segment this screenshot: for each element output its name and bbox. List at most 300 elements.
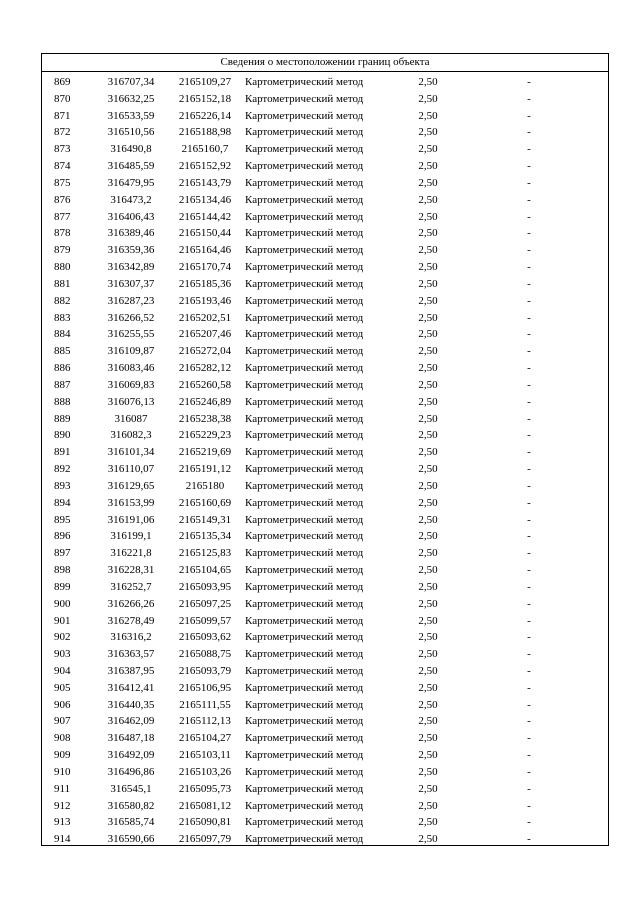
coordinate-x: 316590,66 xyxy=(107,833,155,846)
method-cell: Картометрический метод xyxy=(245,479,364,492)
precision-cell: 2,50 xyxy=(418,378,438,391)
description-cell: - xyxy=(527,378,531,391)
description-cell: - xyxy=(527,799,531,812)
coordinate-x: 316440,35 xyxy=(107,698,155,711)
description-cell: - xyxy=(527,109,531,122)
method-cell: Картометрический метод xyxy=(245,244,364,257)
precision-cell: 2,50 xyxy=(418,648,438,661)
description-cell: - xyxy=(527,580,531,593)
table-row xyxy=(42,141,608,158)
coordinate-x: 316255,55 xyxy=(107,328,155,341)
table-row xyxy=(42,209,608,226)
method-cell: Картометрический метод xyxy=(245,513,364,526)
description-cell: - xyxy=(527,664,531,677)
method-cell: Картометрический метод xyxy=(245,378,364,391)
point-number: 881 xyxy=(54,277,71,290)
point-number: 901 xyxy=(54,614,71,627)
precision-cell: 2,50 xyxy=(418,816,438,829)
coordinate-x: 316287,23 xyxy=(107,294,155,307)
point-number: 896 xyxy=(54,530,71,543)
coordinate-y: 2165143,79 xyxy=(178,176,232,189)
coordinate-x: 316492,09 xyxy=(107,749,155,762)
coordinate-x: 316076,13 xyxy=(107,395,155,408)
coordinate-y: 2165093,95 xyxy=(178,580,232,593)
table-row xyxy=(42,225,608,242)
description-cell: - xyxy=(527,833,531,846)
table-row xyxy=(42,831,608,848)
coordinate-x: 316307,37 xyxy=(107,277,155,290)
precision-cell: 2,50 xyxy=(418,294,438,307)
coordinate-x: 316199,1 xyxy=(110,530,152,543)
table-row xyxy=(42,814,608,831)
method-cell: Картометрический метод xyxy=(245,664,364,677)
point-number: 910 xyxy=(54,765,71,778)
table-row xyxy=(42,108,608,125)
coordinate-y: 2165093,79 xyxy=(178,664,232,677)
coordinate-x: 316316,2 xyxy=(110,631,152,644)
point-number: 884 xyxy=(54,328,71,341)
point-number: 869 xyxy=(54,76,71,88)
coordinate-y: 2165097,79 xyxy=(178,833,232,846)
point-number: 902 xyxy=(54,631,71,644)
point-number: 870 xyxy=(54,92,71,105)
method-cell: Картометрический метод xyxy=(245,412,364,425)
point-number: 886 xyxy=(54,362,71,375)
precision-cell: 2,50 xyxy=(418,496,438,509)
description-cell: - xyxy=(527,631,531,644)
precision-cell: 2,50 xyxy=(418,513,438,526)
description-cell: - xyxy=(527,597,531,610)
point-number: 911 xyxy=(54,782,71,795)
method-cell: Картометрический метод xyxy=(245,463,364,476)
method-cell: Картометрический метод xyxy=(245,176,364,189)
description-cell: - xyxy=(527,328,531,341)
point-number: 876 xyxy=(54,193,71,206)
table-row xyxy=(42,293,608,310)
coordinate-x: 316707,34 xyxy=(107,76,155,88)
precision-cell: 2,50 xyxy=(418,664,438,677)
description-cell: - xyxy=(527,463,531,476)
method-cell: Картометрический метод xyxy=(245,311,364,324)
coordinate-y: 2165152,92 xyxy=(178,160,232,173)
point-number: 888 xyxy=(54,395,71,408)
point-number: 899 xyxy=(54,580,71,593)
precision-cell: 2,50 xyxy=(418,126,438,139)
coordinate-y: 2165106,95 xyxy=(178,681,232,694)
description-cell: - xyxy=(527,782,531,795)
method-cell: Картометрический метод xyxy=(245,698,364,711)
description-cell: - xyxy=(527,816,531,829)
table-row xyxy=(42,74,608,91)
table-row xyxy=(42,680,608,697)
description-cell: - xyxy=(527,715,531,728)
coordinate-x: 316359,36 xyxy=(107,244,155,257)
description-cell: - xyxy=(527,479,531,492)
coordinate-x: 316153,99 xyxy=(107,496,155,509)
table-title: Сведения о местоположении границ объекта xyxy=(42,54,608,72)
method-cell: Картометрический метод xyxy=(245,193,364,206)
precision-cell: 2,50 xyxy=(418,210,438,223)
method-cell: Картометрический метод xyxy=(245,109,364,122)
precision-cell: 2,50 xyxy=(418,328,438,341)
coordinate-x: 316069,83 xyxy=(107,378,155,391)
table-row xyxy=(42,411,608,428)
description-cell: - xyxy=(527,92,531,105)
description-cell: - xyxy=(527,345,531,358)
precision-cell: 2,50 xyxy=(418,597,438,610)
table-row xyxy=(42,326,608,343)
table-row xyxy=(42,276,608,293)
method-cell: Картометрический метод xyxy=(245,362,364,375)
table-row xyxy=(42,545,608,562)
coordinate-y: 2165104,65 xyxy=(178,564,232,577)
precision-cell: 2,50 xyxy=(418,244,438,257)
point-number: 878 xyxy=(54,227,71,240)
coordinate-x: 316479,95 xyxy=(107,176,155,189)
description-cell: - xyxy=(527,681,531,694)
table-row xyxy=(42,124,608,141)
table-row xyxy=(42,781,608,798)
coordinate-x: 316252,7 xyxy=(110,580,152,593)
method-cell: Картометрический метод xyxy=(245,261,364,274)
coordinate-x: 316129,65 xyxy=(107,479,155,492)
point-number: 874 xyxy=(54,160,71,173)
coordinate-y: 2165219,69 xyxy=(178,446,232,459)
method-cell: Картометрический метод xyxy=(245,782,364,795)
coordinate-y: 2165185,36 xyxy=(178,277,232,290)
coordinate-y: 2165238,38 xyxy=(178,412,232,425)
table-row xyxy=(42,158,608,175)
coordinate-y: 2165207,46 xyxy=(178,328,232,341)
description-cell: - xyxy=(527,261,531,274)
table-row xyxy=(42,175,608,192)
description-cell: - xyxy=(527,732,531,745)
table-row xyxy=(42,512,608,529)
table-row xyxy=(42,343,608,360)
coordinate-y: 2165160,69 xyxy=(178,496,232,509)
precision-cell: 2,50 xyxy=(418,76,438,88)
method-cell: Картометрический метод xyxy=(245,715,364,728)
precision-cell: 2,50 xyxy=(418,530,438,543)
precision-cell: 2,50 xyxy=(418,176,438,189)
table-row xyxy=(42,747,608,764)
description-cell: - xyxy=(527,765,531,778)
precision-cell: 2,50 xyxy=(418,715,438,728)
precision-cell: 2,50 xyxy=(418,580,438,593)
coordinate-y: 2165095,73 xyxy=(178,782,232,795)
description-cell: - xyxy=(527,446,531,459)
table-row xyxy=(42,730,608,747)
coordinate-y: 2165226,14 xyxy=(178,109,232,122)
coordinate-y: 2165081,12 xyxy=(178,799,232,812)
table-row xyxy=(42,377,608,394)
method-cell: Картометрический метод xyxy=(245,277,364,290)
point-number: 913 xyxy=(54,816,71,829)
table-row xyxy=(42,562,608,579)
description-cell: - xyxy=(527,564,531,577)
precision-cell: 2,50 xyxy=(418,277,438,290)
coordinate-y: 2165202,51 xyxy=(178,311,232,324)
coordinate-y: 2165170,74 xyxy=(178,261,232,274)
table-row xyxy=(42,798,608,815)
precision-cell: 2,50 xyxy=(418,261,438,274)
description-cell: - xyxy=(527,362,531,375)
coordinate-x: 316087 xyxy=(114,412,148,425)
coordinate-x: 316221,8 xyxy=(110,547,152,560)
coordinate-x: 316490,8 xyxy=(110,143,152,156)
method-cell: Картометрический метод xyxy=(245,328,364,341)
method-cell: Картометрический метод xyxy=(245,227,364,240)
coordinate-x: 316110,07 xyxy=(107,463,155,476)
point-number: 879 xyxy=(54,244,71,257)
table-row xyxy=(42,360,608,377)
precision-cell: 2,50 xyxy=(418,479,438,492)
coordinate-y: 2165150,44 xyxy=(178,227,232,240)
coordinate-y: 2165125,83 xyxy=(178,547,232,560)
method-cell: Картометрический метод xyxy=(245,765,364,778)
method-cell: Картометрический метод xyxy=(245,648,364,661)
description-cell: - xyxy=(527,176,531,189)
coordinate-x: 316266,52 xyxy=(107,311,155,324)
method-cell: Картометрический метод xyxy=(245,833,364,846)
method-cell: Картометрический метод xyxy=(245,395,364,408)
precision-cell: 2,50 xyxy=(418,345,438,358)
point-number: 891 xyxy=(54,446,71,459)
precision-cell: 2,50 xyxy=(418,362,438,375)
coordinate-y: 2165260,58 xyxy=(178,378,232,391)
description-cell: - xyxy=(527,395,531,408)
precision-cell: 2,50 xyxy=(418,193,438,206)
description-cell: - xyxy=(527,193,531,206)
precision-cell: 2,50 xyxy=(418,782,438,795)
coordinate-y: 2165152,18 xyxy=(178,92,232,105)
coordinate-x: 316101,34 xyxy=(107,446,155,459)
point-number: 907 xyxy=(54,715,71,728)
coordinate-y: 2165112,13 xyxy=(179,715,231,728)
description-cell: - xyxy=(527,227,531,240)
description-cell: - xyxy=(527,210,531,223)
method-cell: Картометрический метод xyxy=(245,530,364,543)
precision-cell: 2,50 xyxy=(418,631,438,644)
precision-cell: 2,50 xyxy=(418,614,438,627)
precision-cell: 2,50 xyxy=(418,547,438,560)
point-number: 908 xyxy=(54,732,71,745)
coordinate-y: 2165135,34 xyxy=(178,530,232,543)
description-cell: - xyxy=(527,277,531,290)
table-row xyxy=(42,427,608,444)
coordinate-y: 2165103,11 xyxy=(179,749,231,762)
point-number: 882 xyxy=(54,294,71,307)
precision-cell: 2,50 xyxy=(418,395,438,408)
method-cell: Картометрический метод xyxy=(245,799,364,812)
table-row xyxy=(42,242,608,259)
description-cell: - xyxy=(527,412,531,425)
table-row xyxy=(42,478,608,495)
point-number: 898 xyxy=(54,564,71,577)
description-cell: - xyxy=(527,749,531,762)
coordinate-x: 316278,49 xyxy=(107,614,155,627)
description-cell: - xyxy=(527,698,531,711)
method-cell: Картометрический метод xyxy=(245,76,364,88)
method-cell: Картометрический метод xyxy=(245,143,364,156)
point-number: 893 xyxy=(54,479,71,492)
point-number: 906 xyxy=(54,698,71,711)
table-row xyxy=(42,596,608,613)
point-number: 877 xyxy=(54,210,71,223)
table-body xyxy=(42,74,608,848)
coordinate-y: 2165109,27 xyxy=(178,76,232,88)
method-cell: Картометрический метод xyxy=(245,631,364,644)
table-row xyxy=(42,713,608,730)
table-row xyxy=(42,697,608,714)
coordinate-x: 316545,1 xyxy=(110,782,152,795)
coordinate-x: 316109,87 xyxy=(107,345,155,358)
coordinate-x: 316485,59 xyxy=(107,160,155,173)
method-cell: Картометрический метод xyxy=(245,547,364,560)
coordinate-y: 2165090,81 xyxy=(178,816,232,829)
description-cell: - xyxy=(527,530,531,543)
point-number: 905 xyxy=(54,681,71,694)
point-number: 872 xyxy=(54,126,71,139)
coordinate-y: 2165149,31 xyxy=(178,513,232,526)
precision-cell: 2,50 xyxy=(418,311,438,324)
precision-cell: 2,50 xyxy=(418,765,438,778)
coordinate-y: 2165144,42 xyxy=(178,210,232,223)
method-cell: Картометрический метод xyxy=(245,160,364,173)
precision-cell: 2,50 xyxy=(418,749,438,762)
description-cell: - xyxy=(527,648,531,661)
coordinate-x: 316580,82 xyxy=(107,799,155,812)
point-number: 875 xyxy=(54,176,71,189)
coordinate-y: 2165191,12 xyxy=(178,463,232,476)
precision-cell: 2,50 xyxy=(418,429,438,442)
coordinate-y: 2165160,7 xyxy=(181,143,229,156)
point-number: 890 xyxy=(54,429,71,442)
point-number: 892 xyxy=(54,463,71,476)
method-cell: Картометрический метод xyxy=(245,564,364,577)
coordinate-y: 2165180 xyxy=(185,479,225,492)
point-number: 909 xyxy=(54,749,71,762)
coordinate-x: 316082,3 xyxy=(110,429,152,442)
point-number: 904 xyxy=(54,664,71,677)
table-row xyxy=(42,528,608,545)
coordinate-y: 2165099,57 xyxy=(178,614,232,627)
description-cell: - xyxy=(527,143,531,156)
precision-cell: 2,50 xyxy=(418,799,438,812)
coordinate-y: 2165093,62 xyxy=(178,631,232,644)
table-row xyxy=(42,91,608,108)
table-row xyxy=(42,192,608,209)
coordinate-x: 316533,59 xyxy=(107,109,155,122)
description-cell: - xyxy=(527,160,531,173)
coordinate-x: 316228,31 xyxy=(107,564,155,577)
description-cell: - xyxy=(527,547,531,560)
point-number: 914 xyxy=(54,833,71,846)
precision-cell: 2,50 xyxy=(418,412,438,425)
method-cell: Картометрический метод xyxy=(245,429,364,442)
coordinate-x: 316363,57 xyxy=(107,648,155,661)
coordinate-y: 2165088,75 xyxy=(178,648,232,661)
description-cell: - xyxy=(527,311,531,324)
point-number: 883 xyxy=(54,311,71,324)
method-cell: Картометрический метод xyxy=(245,210,364,223)
precision-cell: 2,50 xyxy=(418,698,438,711)
boundary-table xyxy=(41,53,609,846)
precision-cell: 2,50 xyxy=(418,109,438,122)
method-cell: Картометрический метод xyxy=(245,496,364,509)
table-row xyxy=(42,579,608,596)
method-cell: Картометрический метод xyxy=(245,126,364,139)
coordinate-y: 2165104,27 xyxy=(178,732,232,745)
precision-cell: 2,50 xyxy=(418,227,438,240)
method-cell: Картометрический метод xyxy=(245,92,364,105)
description-cell: - xyxy=(527,614,531,627)
coordinate-x: 316083,46 xyxy=(107,362,155,375)
precision-cell: 2,50 xyxy=(418,463,438,476)
table-row xyxy=(42,646,608,663)
description-cell: - xyxy=(527,244,531,257)
coordinate-x: 316412,41 xyxy=(107,681,155,694)
coordinate-x: 316510,56 xyxy=(107,126,155,139)
coordinate-x: 316191,06 xyxy=(107,513,155,526)
description-cell: - xyxy=(527,513,531,526)
description-cell: - xyxy=(527,126,531,139)
coordinate-x: 316496,86 xyxy=(107,765,155,778)
coordinate-y: 2165188,98 xyxy=(178,126,232,139)
method-cell: Картометрический метод xyxy=(245,597,364,610)
point-number: 894 xyxy=(54,496,71,509)
table-row xyxy=(42,259,608,276)
point-number: 885 xyxy=(54,345,71,358)
description-cell: - xyxy=(527,496,531,509)
precision-cell: 2,50 xyxy=(418,833,438,846)
coordinate-y: 2165246,89 xyxy=(178,395,232,408)
method-cell: Картометрический метод xyxy=(245,614,364,627)
method-cell: Картометрический метод xyxy=(245,681,364,694)
point-number: 871 xyxy=(54,109,71,122)
coordinate-y: 2165097,25 xyxy=(178,597,232,610)
method-cell: Картометрический метод xyxy=(245,580,364,593)
precision-cell: 2,50 xyxy=(418,92,438,105)
table-row xyxy=(42,764,608,781)
point-number: 873 xyxy=(54,143,71,156)
coordinate-y: 2165193,46 xyxy=(178,294,232,307)
point-number: 887 xyxy=(54,378,71,391)
method-cell: Картометрический метод xyxy=(245,732,364,745)
description-cell: - xyxy=(527,76,531,88)
coordinate-y: 2165282,12 xyxy=(178,362,232,375)
point-number: 900 xyxy=(54,597,71,610)
table-row xyxy=(42,461,608,478)
point-number: 912 xyxy=(54,799,71,812)
method-cell: Картометрический метод xyxy=(245,446,364,459)
coordinate-x: 316387,95 xyxy=(107,664,155,677)
point-number: 889 xyxy=(54,412,71,425)
precision-cell: 2,50 xyxy=(418,681,438,694)
table-row xyxy=(42,394,608,411)
coordinate-y: 2165134,46 xyxy=(178,193,232,206)
coordinate-x: 316462,09 xyxy=(107,715,155,728)
table-row xyxy=(42,629,608,646)
method-cell: Картометрический метод xyxy=(245,345,364,358)
point-number: 895 xyxy=(54,513,71,526)
coordinate-x: 316266,26 xyxy=(107,597,155,610)
precision-cell: 2,50 xyxy=(418,732,438,745)
coordinate-x: 316632,25 xyxy=(107,92,155,105)
table-row xyxy=(42,663,608,680)
point-number: 903 xyxy=(54,648,71,661)
coordinate-x: 316342,89 xyxy=(107,261,155,274)
